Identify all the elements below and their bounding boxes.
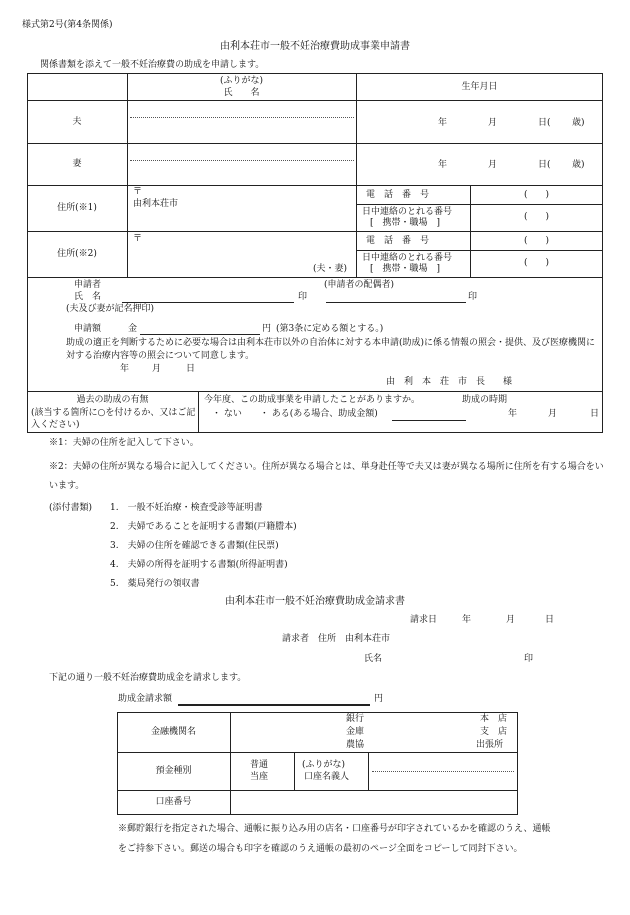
claimant-seal: 印: [524, 654, 534, 664]
mayor-address: 由 利 本 荘 市 長 様: [386, 377, 513, 387]
bank-type-bank: 銀行: [346, 714, 365, 724]
address1-tel-field[interactable]: ( ): [523, 190, 550, 200]
address2-field[interactable]: [140, 244, 340, 262]
address1-mobile-work: [ 携帯・職場 ]: [370, 218, 441, 228]
attachment-item: 4. 夫婦の所得を証明する書類(所得証明書): [110, 560, 288, 570]
note-2: ※2：夫婦の住所が異なる場合に記入してください。住所が異なる場合とは、単身赴任等で夫又は妻が異なる場所に住所を有する場合をいいます。: [49, 462, 604, 491]
holder-furigana-label: (ふりがな): [302, 760, 346, 770]
husband-birth-month: 月: [488, 118, 498, 128]
bank-type-nokyo: 農協: [346, 740, 365, 750]
applicant-label: 申請者: [74, 280, 102, 290]
name-header: 氏 名: [223, 88, 260, 98]
spouse-seal: 印: [468, 292, 478, 302]
application-intro: 関係書類を添えて一般不妊治療費の助成を申請します。: [40, 60, 265, 70]
claim-title: 由利本荘市一般不妊治療費助成金請求書: [225, 596, 405, 607]
application-title: 由利本荘市一般不妊治療費助成事業申請書: [220, 41, 410, 52]
attachment-item: 3. 夫婦の住所を確認できる書類(住民票): [110, 541, 279, 551]
consent-text: 助成の適正を判断するために必要な場合は由利本荘市以外の自治体に対する本申請(助成)に係る情報の照会・提供、及び医療機関に対する治療内容等の照会について同意します。: [66, 338, 596, 361]
address2-label: 住所(※2): [57, 249, 97, 259]
attachments-label: (添付書類): [49, 503, 93, 513]
signature-note: (夫及び妻が記名押印): [66, 304, 155, 314]
address2-tel-field[interactable]: ( ): [523, 236, 550, 246]
address2-spouse-note: (夫・妻): [313, 264, 348, 274]
past-subsidy-question: 今年度、この助成事業を申請したことがありますか。: [204, 395, 421, 405]
date-month: 月: [152, 364, 162, 374]
account-number-label: 口座番号: [155, 797, 192, 807]
husband-label: 夫: [72, 117, 82, 127]
furigana-header: (ふりがな): [219, 76, 264, 86]
deposit-type-ordinary[interactable]: 普通: [250, 760, 269, 770]
wife-birth-year: 年: [438, 160, 448, 170]
deposit-type-checking[interactable]: 当座: [250, 772, 269, 782]
claim-date-year: 年: [462, 615, 472, 625]
bank-type-shinkin: 金庫: [346, 727, 365, 737]
claimant-name-label: 氏名: [364, 654, 383, 664]
claim-date-month: 月: [506, 615, 516, 625]
address1-tel-label: 電 話 番 号: [366, 190, 430, 200]
claim-amount-field[interactable]: [178, 691, 370, 704]
address1-field[interactable]: [170, 197, 350, 227]
branch-type-branch: 支 店: [480, 727, 508, 737]
address2-postal-mark: 〒: [133, 234, 143, 244]
address2-day-contact-label: 日中連絡のとれる番号: [362, 253, 453, 263]
note-1: ※1：夫婦の住所を記入して下さい。: [49, 438, 199, 448]
past-subsidy-timing: 助成の時期: [462, 395, 508, 405]
past-timing-month: 月: [548, 409, 558, 419]
past-subsidy-options[interactable]: ・ ない ・ ある(ある場合、助成金額): [212, 409, 378, 419]
applicant-name-label: 氏 名: [74, 292, 102, 302]
date-year: 年: [120, 364, 130, 374]
address1-label: 住所(※1): [57, 203, 97, 213]
address2-day-contact-field[interactable]: ( ): [523, 258, 550, 268]
address2-tel-label: 電 話 番 号: [366, 236, 430, 246]
husband-furigana-field[interactable]: [136, 103, 352, 116]
branch-type-main: 本 店: [480, 714, 508, 724]
address1-day-contact-label: 日中連絡のとれる番号: [362, 207, 453, 217]
date-day: 日: [186, 364, 196, 374]
past-subsidy-instruction: (該当する箇所に○を付けるか、又はご記入ください): [31, 408, 196, 430]
wife-furigana-field[interactable]: [136, 146, 352, 159]
account-number-field[interactable]: [236, 793, 512, 811]
husband-name-field[interactable]: [136, 121, 352, 141]
address1-day-contact-field[interactable]: ( ): [523, 212, 550, 222]
spouse-label: (申請者の配偶者): [324, 280, 395, 290]
claim-date-label: 請求日: [410, 615, 438, 625]
husband-birth-year: 年: [438, 118, 448, 128]
bank-name-label: 金融機関名: [150, 727, 196, 737]
past-timing-year: 年: [508, 409, 518, 419]
form-number: 様式第2号(第4条関係): [22, 20, 113, 30]
amount-field[interactable]: [140, 322, 260, 334]
wife-birth-day: 日(: [538, 160, 551, 170]
spouse-name-field[interactable]: [326, 290, 466, 302]
amount-label: 申請額: [74, 324, 102, 334]
past-subsidy-label: 過去の助成の有無: [76, 395, 149, 405]
birthdate-header: 生年月日: [461, 82, 498, 92]
bank-name-field[interactable]: [238, 714, 338, 750]
account-holder-label: 口座名義人: [304, 772, 350, 782]
attachment-item: 5. 薬局発行の領収書: [110, 579, 200, 589]
claimant-address: 請求者 住所 由利本荘市: [282, 634, 391, 644]
claim-statement: 下記の通り一般不妊治療費助成金を請求します。: [49, 673, 247, 683]
postal-bank-footnote: ※郵貯銀行を指定された場合、通帳に振り込み用の店名・口座番号が印字されているかを確認のうえ、通帳をご持参下さい。郵送の場合も印字を確認のうえ通帳の最初のページ全面をコピーして同封下さい。: [118, 824, 551, 854]
attachment-item: 1. 一般不妊治療・検査受診等証明書: [110, 503, 263, 513]
address1-postal-mark: 〒: [133, 187, 143, 197]
claim-amount-label: 助成金請求額: [118, 694, 173, 704]
claim-date-day: 日: [545, 615, 555, 625]
address1-city: 由利本荘市: [133, 199, 179, 209]
wife-age: 歳): [572, 160, 585, 170]
past-subsidy-amount-field[interactable]: [392, 407, 466, 419]
claimant-address-field[interactable]: [408, 632, 588, 645]
amount-note: (第3条に定める額とする。): [276, 324, 384, 334]
husband-birth-day: 日(: [538, 118, 551, 128]
applicant-name-field[interactable]: [122, 290, 294, 302]
claimant-name-field[interactable]: [390, 652, 520, 665]
branch-type-office: 出張所: [476, 740, 504, 750]
address2-mobile-work: [ 携帯・職場 ]: [370, 264, 441, 274]
deposit-type-label: 預金種別: [155, 766, 192, 776]
attachment-item: 2. 夫婦であることを証明する書類(戸籍謄本): [110, 522, 297, 532]
wife-label: 妻: [72, 159, 82, 169]
wife-name-field[interactable]: [136, 163, 352, 183]
amount-prefix: 金: [128, 324, 138, 334]
branch-name-field[interactable]: [390, 714, 470, 750]
applicant-seal: 印: [298, 292, 308, 302]
wife-birth-month: 月: [488, 160, 498, 170]
claim-amount-unit: 円: [374, 694, 384, 704]
husband-age: 歳): [572, 118, 585, 128]
past-timing-day: 日: [590, 409, 600, 419]
account-holder-field[interactable]: [372, 773, 514, 788]
amount-suffix: 円: [262, 324, 272, 334]
holder-furigana-field[interactable]: [372, 756, 514, 770]
